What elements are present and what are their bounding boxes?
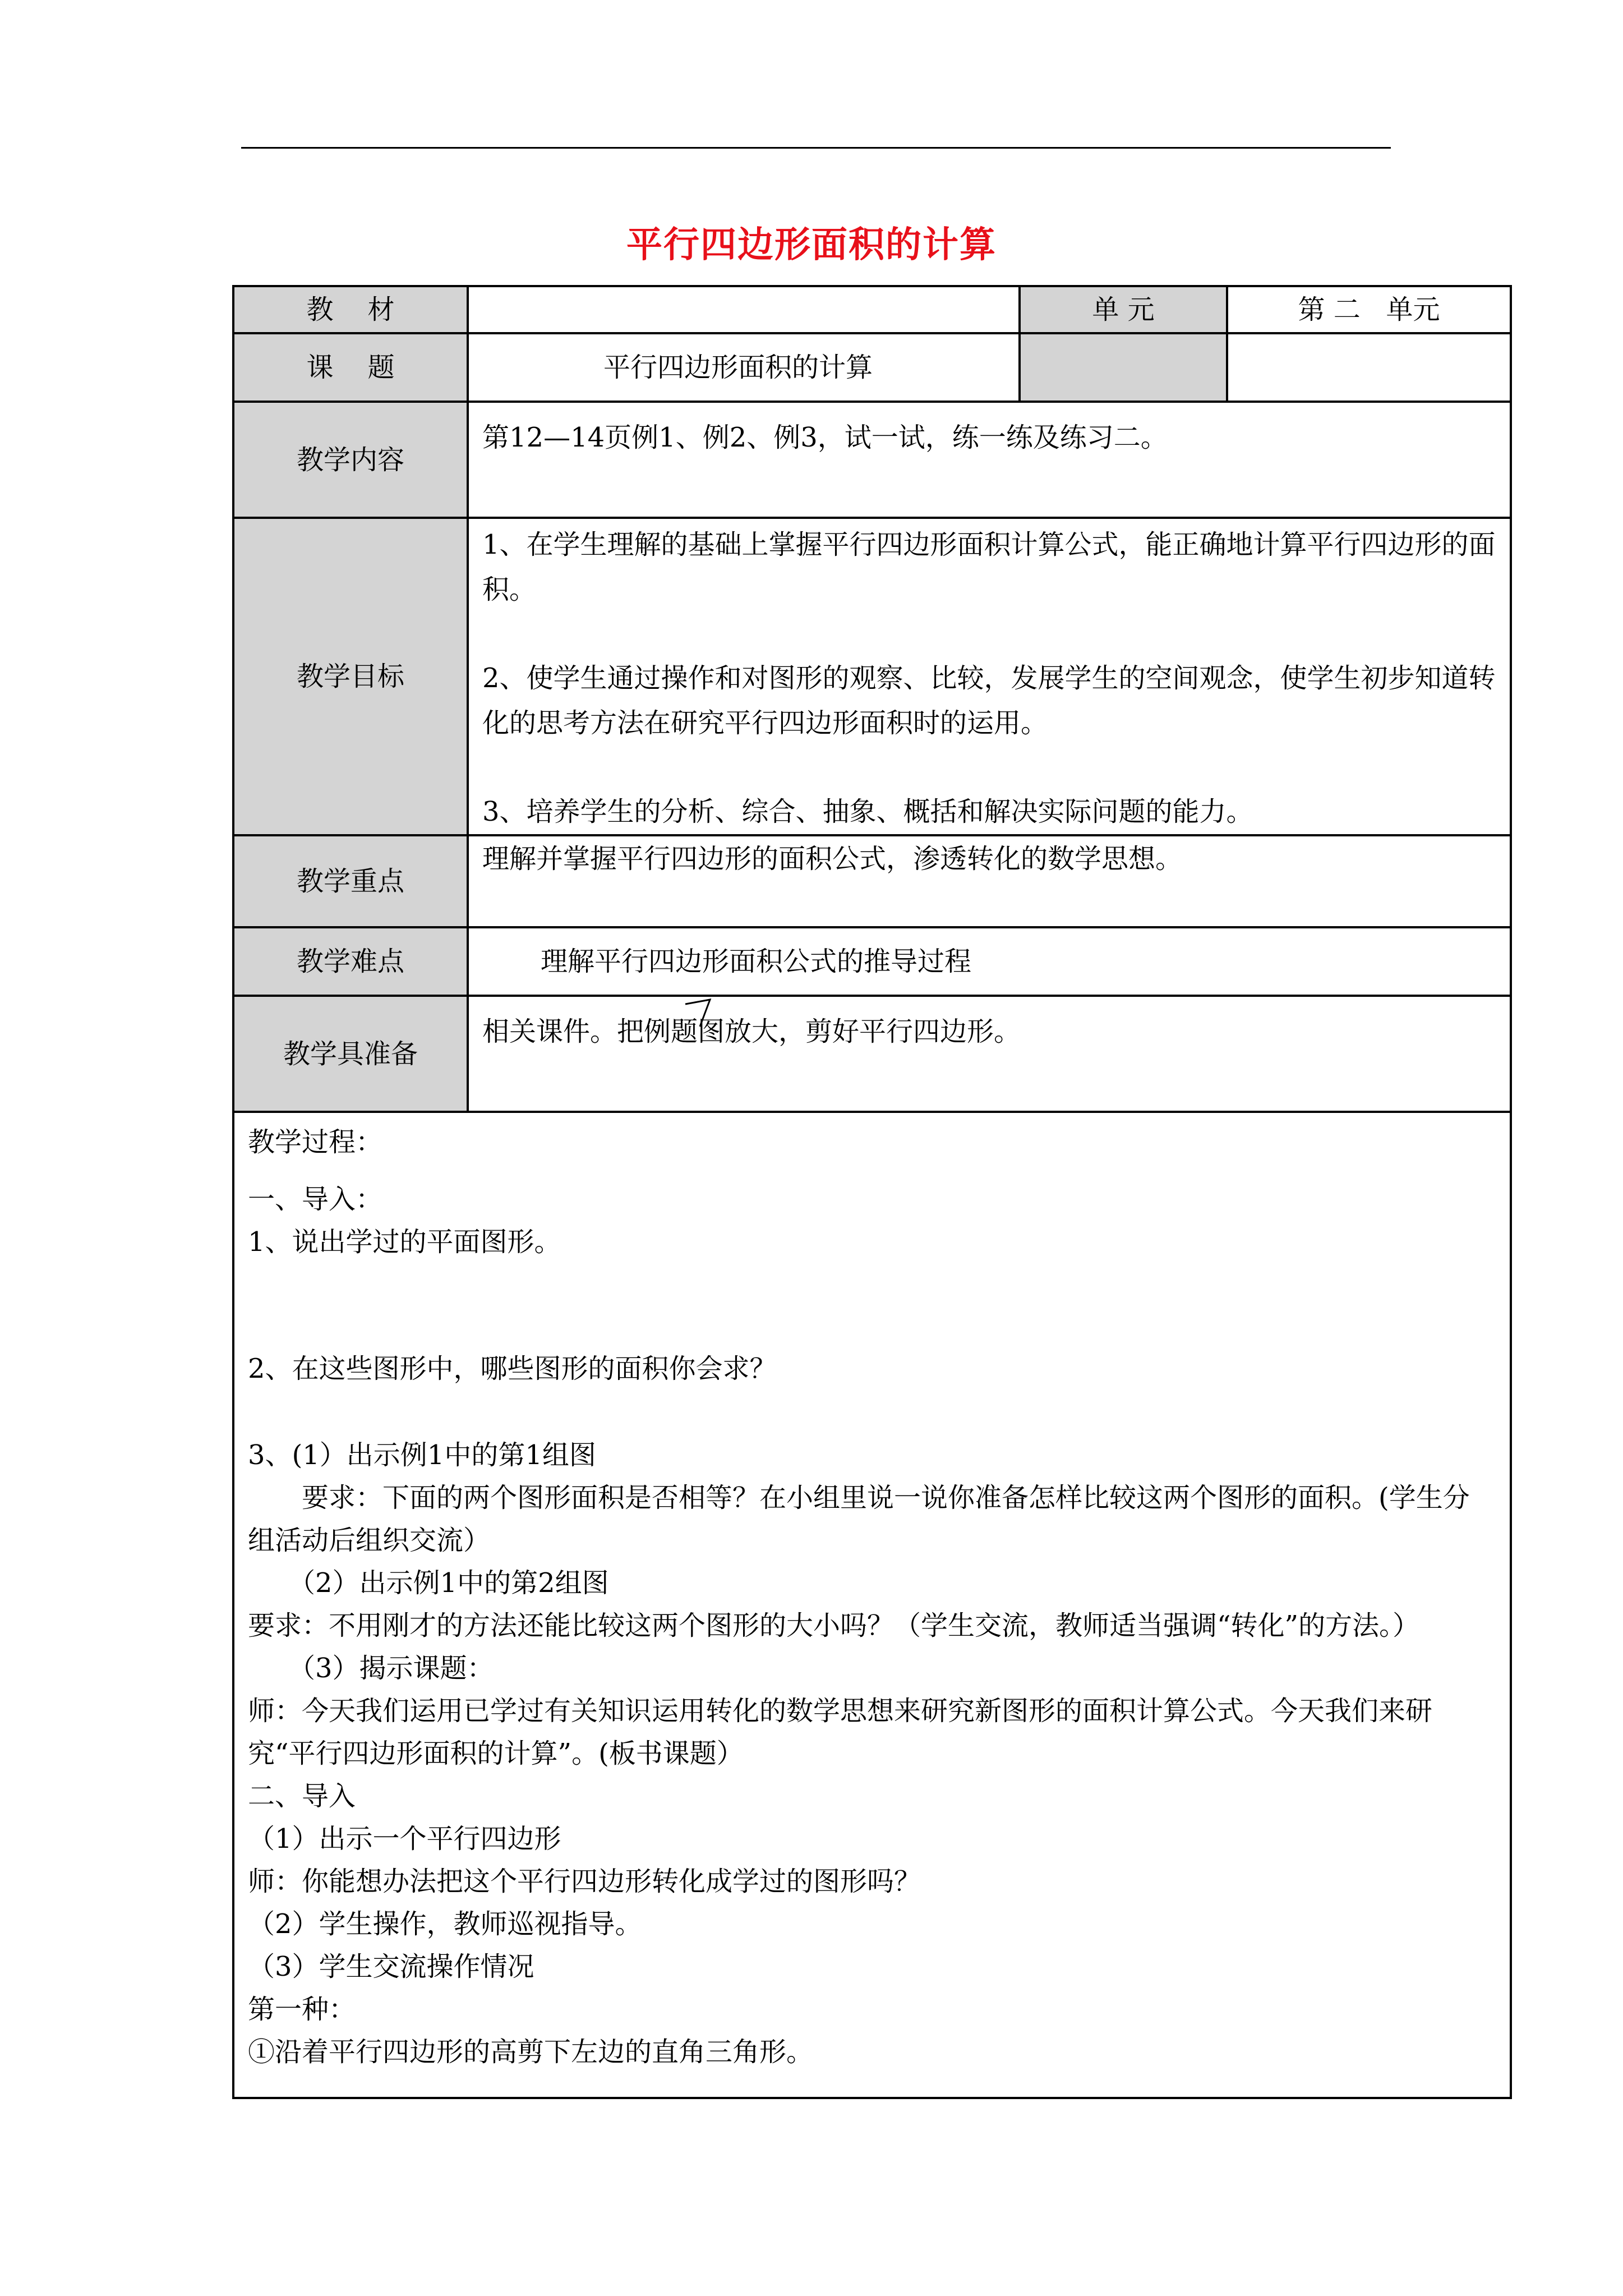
- unit-value: 第 二 单元: [1227, 286, 1511, 333]
- content-value: 第12—14页例1、例2、例3，试一试，练一练及练习二。: [468, 402, 1511, 518]
- goal-2: 2、使学生通过操作和对图形的观察、比较，发展学生的空间观念，使学生初步知道转化的思考方法在研究平行四边形面积时的运用。: [482, 662, 1496, 739]
- question-2: 2、在这些图形中，哪些图形的面积你会求？: [248, 1353, 777, 1384]
- content-label: 教学内容: [233, 402, 468, 518]
- table-row-process: [233, 1112, 1511, 2098]
- section-1-heading: 一、导入：: [248, 1184, 383, 1215]
- table-row-topic: [233, 333, 1511, 402]
- section-2-item-2: （2）学生操作，教师巡视指导。: [248, 1908, 642, 1940]
- question-1: 1、说出学过的平面图形。: [248, 1226, 561, 1258]
- unit-label: 单 元: [1020, 286, 1227, 333]
- table-row-difficulty: [233, 927, 1511, 996]
- question-3-part-2-requirement: 要求：不用刚才的方法还能比较这两个图形的大小吗？（学生交流，教师适当强调“转化”的方法。）: [248, 1610, 1420, 1641]
- question-3-requirement: 要求：下面的两个图形面积是否相等？在小组里说一说你准备怎样比较这两个图形的面积。(学生分组活动后组织交流）: [248, 1482, 1470, 1556]
- key-label: 教学重点: [233, 835, 468, 927]
- lesson-plan-table: [232, 285, 1512, 2099]
- process-heading: 教学过程：: [248, 1126, 383, 1158]
- prep-label: 教学具准备: [233, 996, 468, 1112]
- question-3-part-3-text: 师：今天我们运用已学过有关知识运用转化的数学思想来研究新图形的面积计算公式。今天我们来研究“平行四边形面积的计算”。(板书课题）: [248, 1695, 1433, 1769]
- table-row-prep: [233, 996, 1511, 1112]
- table-row-content: [233, 402, 1511, 518]
- section-2-item-3: （3）学生交流操作情况: [248, 1951, 534, 1982]
- topic-extra-label: [1020, 333, 1227, 402]
- goals-value: [468, 518, 1511, 835]
- goals-label: 教学目标: [233, 518, 468, 835]
- question-3: 3、(1）出示例1中的第1组图: [248, 1439, 596, 1471]
- topic-value: 平行四边形面积的计算: [468, 333, 1020, 402]
- section-2-item-1-text: 师：你能想办法把这个平行四边形转化成学过的图形吗？: [248, 1866, 921, 1897]
- section-2-item-1: （1）出示一个平行四边形: [248, 1823, 561, 1855]
- section-2-kind: 第一种：: [248, 1994, 356, 2025]
- topic-extra-value: [1227, 333, 1511, 402]
- difficulty-label: 教学难点: [233, 927, 468, 996]
- difficulty-value: 理解平行四边形面积公式的推导过程: [468, 927, 1511, 996]
- header-rule: [241, 147, 1391, 149]
- goal-3: 3、培养学生的分析、综合、抽象、概括和解决实际问题的能力。: [482, 796, 1253, 827]
- question-3-part-3: （3）揭示课题：: [288, 1653, 494, 1684]
- process-cell: [233, 1112, 1511, 2098]
- stray-pen-mark: [683, 992, 717, 1031]
- table-row-material: [233, 286, 1511, 333]
- question-3-part-2: （2）出示例1中的第2组图: [288, 1567, 609, 1599]
- table-row-goals: [233, 518, 1511, 835]
- key-value: 理解并掌握平行四边形的面积公式，渗透转化的数学思想。: [468, 835, 1511, 927]
- prep-text: 相关课件。把例题图放大，剪好平行四边形。: [482, 1016, 1021, 1047]
- goal-1: 1、在学生理解的基础上掌握平行四边形面积计算公式，能正确地计算平行四边形的面积。: [482, 529, 1496, 605]
- section-2-heading: 二、导入: [248, 1780, 356, 1812]
- prep-value: [468, 996, 1511, 1112]
- material-label: 教 材: [233, 286, 468, 333]
- topic-label: 课 题: [233, 333, 468, 402]
- section-2-step: ①沿着平行四边形的高剪下左边的直角三角形。: [248, 2036, 814, 2068]
- document-title: 平行四边形面积的计算: [626, 224, 997, 266]
- material-value: [468, 286, 1020, 333]
- table-row-key: [233, 835, 1511, 927]
